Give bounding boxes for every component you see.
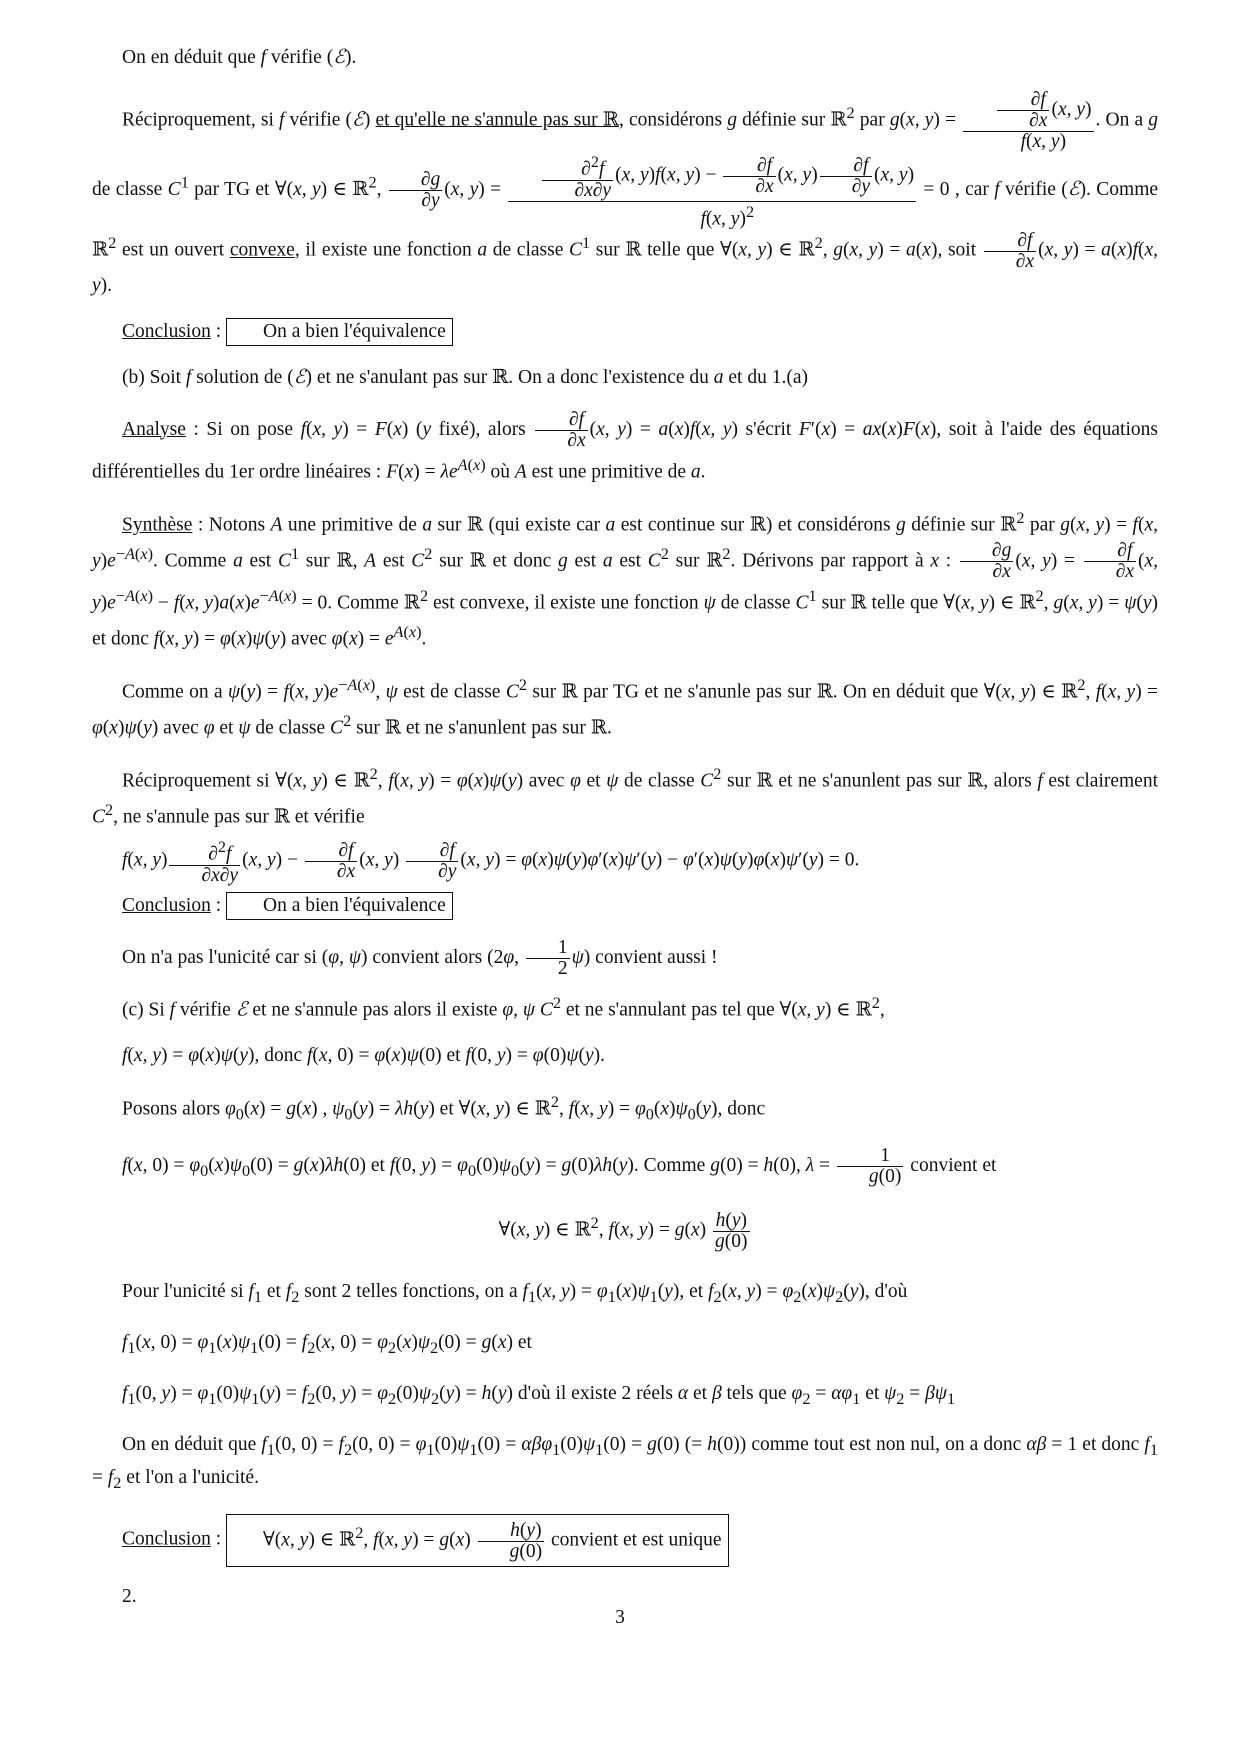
paragraph-reciproquement: Réciproquement si ∀(x, y) ∈ ℝ$^2$, f(x, y) = φ(x)ψ(y) avec φ et ψ de classe $C^2$ sur ℝ et ne s'anunlent pas sur ℝ, alors f est clairement $C^2$, ne s'annule pas sur ℝ et vérifie <box>92 765 1159 828</box>
paragraph-b: (b) Soit f solution de (ℰ) et ne s'anulant pas sur ℝ. On a donc l'existence du a et du 1.(a) <box>122 366 808 388</box>
paragraph-unicite: Pour l'unicité si $f_1$ et $f_2$ sont 2 telles fonctions, on a $f_1(x$, $y) = \varphi_1(x)\psi_1(y)$, et $f_2(x$, $y) = \varphi_2(x)\psi_2(y)$, d'où <box>122 1280 908 1306</box>
document-page <box>92 44 1158 1629</box>
paragraph-unicite-non: On n'a pas l'unicité car si (φ, ψ) convient alors (2φ, $\frac{1}{2}$ ψ) convient aussi ! <box>122 936 718 979</box>
paragraph-c-2: f(x, y) = φ(x)ψ(y), donc f(x, 0) = φ(x)ψ(0) et f(0, y) = φ(0)ψ(y). <box>122 1045 605 1067</box>
paragraph-2: Réciproquement, si f vérifie (ℰ) et qu'elle ne s'annule pas sur ℝ, considérons g définie sur ℝ$^2$ par g(x, y) = $\frac{\partial f}{\partial x}$ (x, y) f(x, y) . On a g de classe $C^1$ par TG et ∀(x, y) ∈ ℝ$^2$, $\frac{\partial g}{\partial y}$ (x, y) = $\frac{\partial^2f}{\partial x\partial y}$ (x, y)f(x, y) − $\frac{\partial f}{\partial x}$ (x, y) $\frac{\partial f}{\partial y}$ (x, y) f(x, y)$^2$ = 0 , car f vérifie (ℰ). Comme ℝ$^2$ est un ouvert convexe, il existe une fonction a de classe $C^1$ sur ℝ telle que ∀(x, y) ∈ ℝ$^2$, g(x, y) = a(x), soit $\frac{\partial f}{\partial x}$ (x, y) = a(x)f(x, y). <box>92 89 1159 296</box>
paragraph-1: On en déduit que f vérifie (ℰ). <box>122 47 357 68</box>
conclusion-box-1: On a bien l'équivalence <box>226 318 453 346</box>
equation-verification: f(x, y) $\frac{\partial^2f}{\partial x\partial y}$ (x, y) − $\frac{\partial f}{\partial x}$ (x, y) $\frac{\partial f}{\partial y}$ (x, y) = φ(x)ψ(y)φ′(x)ψ′(y) − φ′(x)ψ(y)φ(x)ψ′(y) = 0. <box>122 838 860 886</box>
paragraph-posons: Posons alors $\varphi_0(x) = g(x)$ , $\psi_0(y) = \lambda h(y)$ et ∀(x, y) ∈ ℝ$^2$, f(x, $y) = \varphi_0(x)\psi_0(y)$, donc <box>122 1093 766 1124</box>
paragraph-lambda: f(x, $0) = \varphi_0(x)\psi_0(0) = g(x)\lambda h(0)$ et f(0, $y) = \varphi_0(0)\psi_0(y) = g(0)\lambda h(y)$. Comme g(0) = h(0), λ = $\frac{1}{g(0)}$ convient et <box>122 1145 997 1188</box>
paragraph-f1-0y: $f_1(0$, $y) = \varphi_1(0)\psi_1(y) = f_2(0$, $y) = \varphi_2(0)\psi_2(y) = h(y)$ d'où il existe 2 réels α et β tels que $\varphi_2 = \alpha\varphi_1$ et $\psi_2 = \beta\psi_1$ <box>122 1382 956 1408</box>
conclusion-box-2: On a bien l'équivalence <box>226 892 453 920</box>
conclusion-box-3: ∀(x, y) ∈ ℝ$^2$, f(x, y) = g(x) $\frac{h(y)}{g(0)}$ convient et est unique <box>226 1514 729 1567</box>
paragraph-synthese: Synthèse : Notons A une primitive de a sur ℝ (qui existe car a est continue sur ℝ) et considérons g définie sur ℝ$^2$ par g(x, y) = f(x, $y)e^{-A(x)}$. Comme a est $C^1$ sur ℝ, A est $C^2$ sur ℝ et donc g est a est $C^2$ sur ℝ$^2$. Dérivons par rapport à x : $\frac{\partial g}{\partial x}$ (x, y) = $\frac{\partial f}{\partial x}$ (x, $y)e^{-A(x)} - f(x$, $y)a(x)e^{-A(x)} = 0$. Comme ℝ$^2$ est convexe, il existe une fonction ψ de classe $C^1$ sur ℝ telle que ∀(x, y) ∈ ℝ$^2$, g(x, y) = ψ(y) et donc f(x, y) = φ(x)ψ(y) avec $\varphi(x) = e^{A(x)}$. <box>92 509 1159 650</box>
conclusion-1: Conclusion : On a bien l'équivalence <box>92 318 1158 346</box>
paragraph-analyse: Analyse : Si on pose f(x, y) = F(x) (y fixé), alors $\frac{\partial f}{\partial x}$ (x, y) = a(x)f(x, y) s'écrit F′(x) = ax(x)F(x), soit à l'aide des équations différentielles du 1er ordre linéaires : $F(x) = \lambda e^{A(x)}$ où A est une primitive de a. <box>92 408 1158 483</box>
page-number: 3 <box>615 1607 625 1628</box>
centered-formula: ∀(x, y) ∈ ℝ$^2$, f(x, y) = g(x) $\frac{h(y)}{g(0)}$ <box>498 1209 748 1252</box>
conclusion-2: Conclusion : On a bien l'équivalence <box>92 892 1158 920</box>
conclusion-3: Conclusion : ∀(x, y) ∈ ℝ$^2$, f(x, y) = g(x) $\frac{h(y)}{g(0)}$ convient et est unique <box>92 1514 1158 1567</box>
question-2: 2. <box>122 1585 137 1607</box>
paragraph-c: (c) Si f vérifie ℰ et ne s'annule pas alors il existe φ, ψ $C^2$ et ne s'annulant pas tel que ∀(x, y) ∈ ℝ$^2$, <box>122 993 885 1021</box>
paragraph-deduction: On en déduit que $f_1(0$, $0) = f_2(0$, $0) = \varphi_1(0)\psi_1(0) = \alpha\beta\varphi_1(0)\psi_1(0) = g(0)$ (= h(0)) comme tout est non nul, on a donc αβ = 1 et donc $f_1 = f_2$ et l'on a l'unicité. <box>92 1433 1158 1492</box>
paragraph-f1-x0: $f_1(x$, $0) = \varphi_1(x)\psi_1(0) = f_2(x$, $0) = \varphi_2(x)\psi_2(0) = g(x)$ et <box>122 1331 532 1357</box>
paragraph-comme: Comme on a ψ(y) = f(x, $y)e^{-A(x)}$, ψ est de classe $C^2$ sur ℝ par TG et ne s'anunle pas sur ℝ. On en déduit que ∀(x, y) ∈ ℝ$^2$, f(x, y) = φ(x)ψ(y) avec φ et ψ de classe $C^2$ sur ℝ et ne s'anunlent pas sur ℝ. <box>92 676 1159 739</box>
